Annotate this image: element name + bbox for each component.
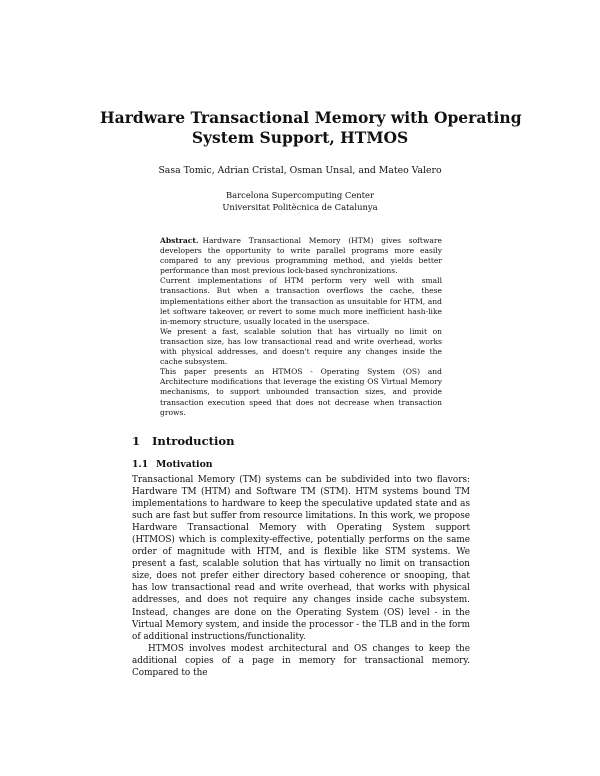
subsection-title: Motivation: [156, 459, 213, 470]
abstract-text: Hardware Transactional Memory (HTM) gives software developers the opportunity to write parallel programs more easily compared to any previous programming method, and yields better performance than most previous lock-based synchronizations.: [160, 236, 442, 276]
abstract-label: Abstract.: [160, 236, 199, 245]
abstract-paragraph: Current implementations of HTM perform very well with small transactions. But when a transaction overflows the cache, these implementations either abort the transaction as unsuitable for HTM, and let software takeover, or revert to some much more inefficient hash-like in-memory structure, usually located in the userspace.: [160, 276, 442, 326]
affiliation: [100, 189, 500, 213]
affiliation-line-2: Universitat Politècnica de Catalunya: [222, 202, 378, 212]
body-paragraph: Transactional Memory (TM) systems can be subdivided into two flavors: Hardware TM (HTM) and Software TM (STM). HTM systems bound TM implementations to hardware to keep the speculative updated state and as such are fast but suffer from resource limitations. In this work, we propose Hardware Transactional Memory with Operating System support (HTMOS) which is complexity-effective, potentially performs on the same order of magnitude with HTM, and is flexible like STM systems. We present a fast, scalable solution that has virtually no limit on transaction size, does not prefer either directory based coherence or snooping, that has low transactional read and write overhead, that works with physical addresses, and does not require any changes inside cache subsystem. Instead, changes are done on the Operating System (OS) level - in the Virtual Memory system, and inside the processor - the TLB and in the form of additional instructions/functionality.: [132, 475, 470, 642]
abstract-paragraph: [160, 236, 442, 276]
title-line-2: System Support, HTMOS: [191, 128, 409, 147]
section-heading: [132, 433, 235, 449]
body-paragraph: HTMOS involves modest architectural and OS changes to keep the additional copies of a page in memory for transactional memory. Compared to the: [132, 643, 470, 678]
section-title: Introduction: [152, 434, 235, 448]
abstract-paragraph: We present a fast, scalable solution that has virtually no limit on transaction size, has low transactional read and write overhead, works with physical addresses, and doesn't require any changes inside the cache subsystem.: [160, 326, 442, 367]
affiliation-line-1: Barcelona Supercomputing Center: [226, 190, 374, 200]
subsection-heading: [132, 458, 213, 471]
paper-title: [100, 108, 522, 148]
abstract: [160, 236, 442, 418]
section-number: 1: [132, 434, 141, 448]
title-line-1: Hardware Transactional Memory with Operating: [100, 108, 522, 127]
author-list: Sasa Tomic, Adrian Cristal, Osman Unsal, and Mateo Valero: [158, 165, 442, 176]
body-text: [132, 474, 470, 679]
abstract-paragraph: This paper presents an HTMOS - Operating System (OS) and Architecture modifications that leverage the existing OS Virtual Memory mechanisms, to support unbounded transaction sizes, and provide transaction execution speed that does not decrease when transaction grows.: [160, 367, 442, 417]
subsection-number: 1.1: [132, 459, 149, 470]
